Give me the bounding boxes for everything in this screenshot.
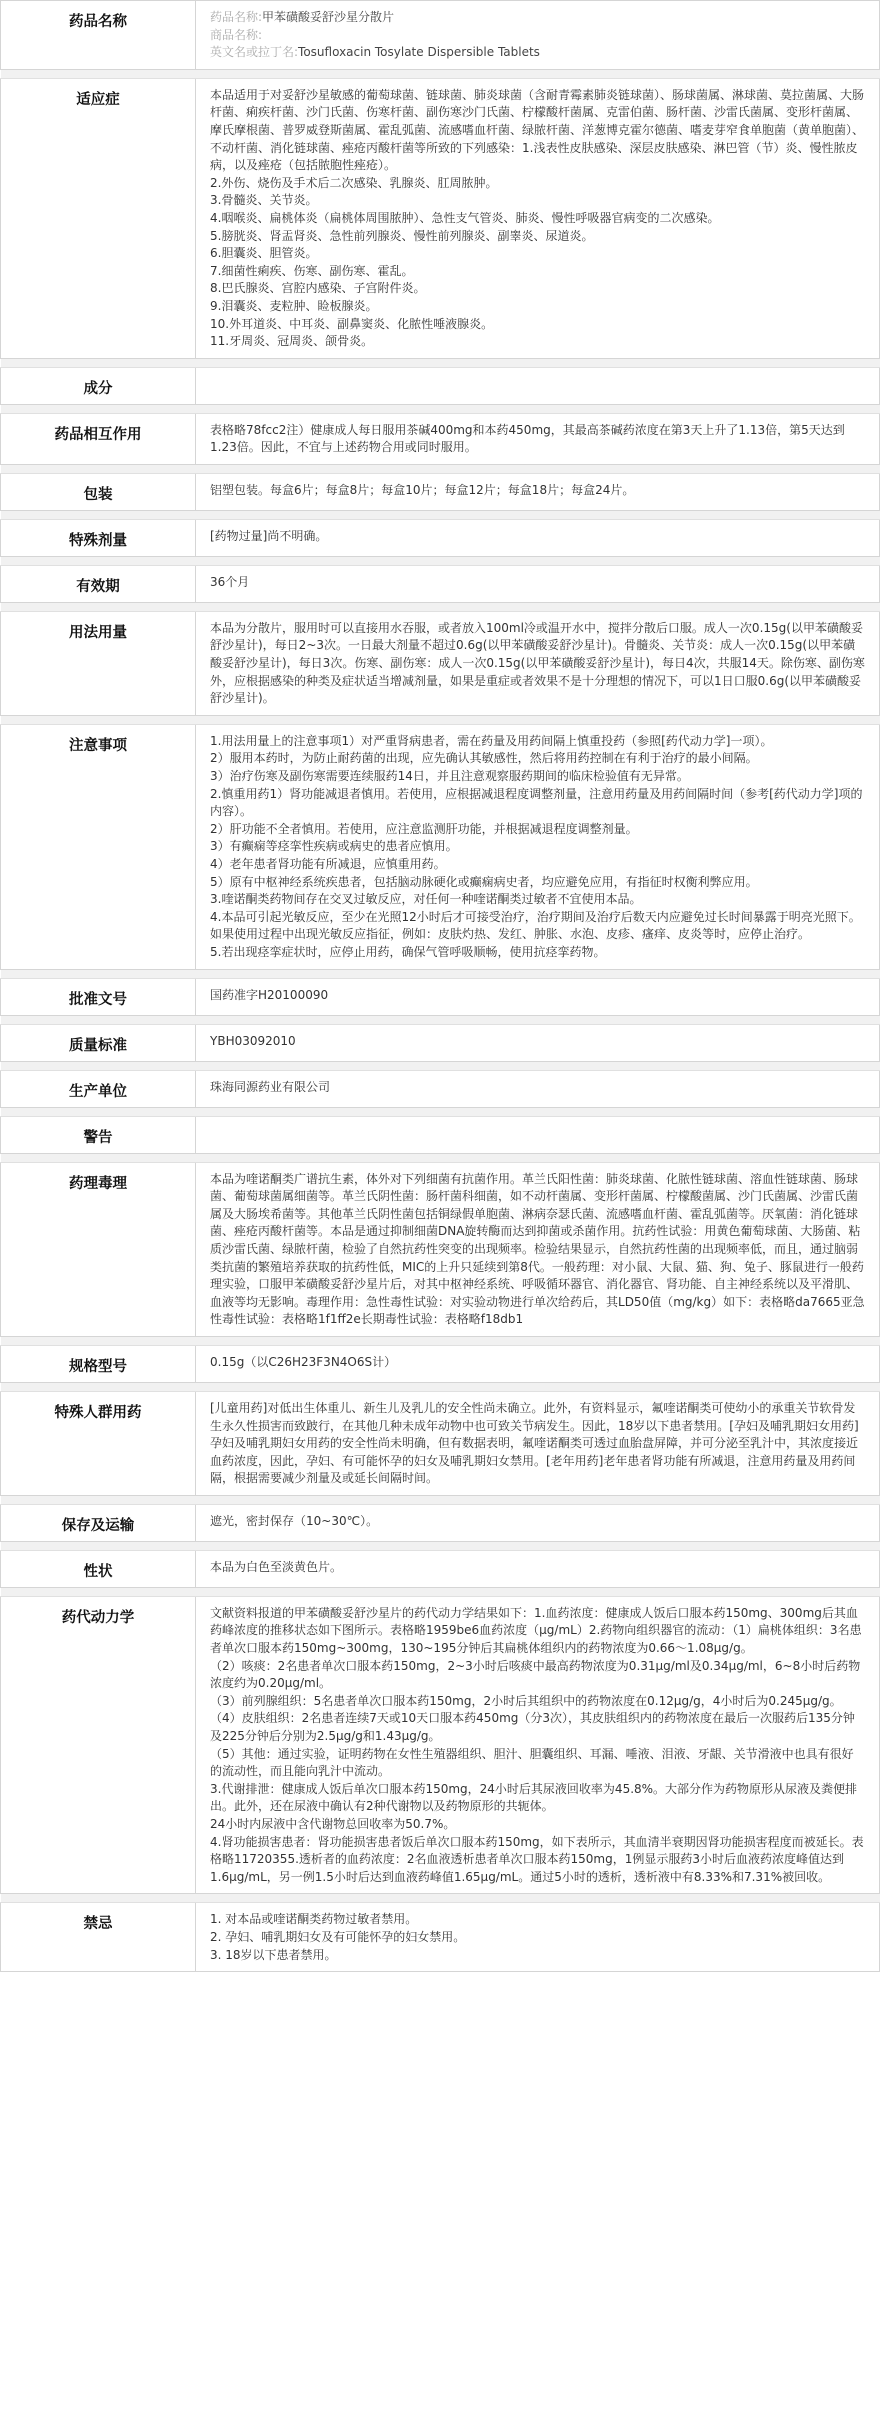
content-line: （4）皮肤组织：2名患者连续7天或10天口服本药450mg（分3次），其皮肤组织内的药物浓度在最后一次服药后135分钟及225分钟后分别为2.5μg/g和1.43μg/g。 <box>210 1711 855 1744</box>
content-line: 4.咽喉炎、扁桃体炎（扁桃体周围脓肿）、急性支气管炎、肺炎、慢性呼吸器官病变的二次感染。 <box>210 210 720 225</box>
section-divider-cell <box>1 556 880 565</box>
row-precautions <box>1 724 880 969</box>
row-label: 有效期 <box>1 565 196 602</box>
content-line: 3）有癫痫等痉挛性疾病或病史的患者应慎用。 <box>210 839 458 854</box>
section-divider-cell <box>1 1107 880 1116</box>
field-key: 英文名或拉丁名: <box>210 45 299 60</box>
row-label: 禁忌 <box>1 1903 196 1972</box>
section-divider-cell <box>1 510 880 519</box>
row-content <box>196 413 880 464</box>
section-divider-cell <box>1 1894 880 1903</box>
content-line: 4.肾功能损害患者：肾功能损害患者饭后单次口服本药150mg，如下表所示，其血清半衰期因肾功能损害程度而被延长。表格略11720355.透析者的血药浓度：2名血液透析患者单次口服本药150mg，1例显示服药3小时后血液药浓度峰值达到1.6μg/mL，另一例1.5小时后达到血液药峰值1.65μg/mL。通过5小时的透析，透析液中有8.33%和7.31%被回收。 <box>210 1834 864 1884</box>
row-content <box>196 1070 880 1107</box>
row-drug-name <box>1 1 880 70</box>
row-manufacturer <box>1 1070 880 1107</box>
row-content <box>196 1504 880 1541</box>
content-line: 5.膀胱炎、肾盂肾炎、急性前列腺炎、慢性前列腺炎、副睾炎、尿道炎。 <box>210 228 594 243</box>
content-line: 36个月 <box>210 574 250 589</box>
content-line: 本品为分散片，服用时可以直接用水吞服，或者放入100ml冷或温开水中，搅拌分散后口服。成人一次0.15g(以甲苯磺酸妥舒沙星计)，每日2~3次。一日最大剂量不超过0.6g(以甲苯磺酸妥舒沙星计)。骨髓炎、关节炎：成人一次0.15g(以甲苯磺酸妥舒沙星计)，每日3次。伤寒、副伤寒：成人一次0.15g(以甲苯磺酸妥舒沙星计)，每日4次，共服14天。除伤寒、副伤寒外，应根据感染的种类及症状适当增减剂量，如果是重症或者效果不是十分理想的情况下，可以1日口服0.6g(以甲苯磺酸妥舒沙星计)。 <box>210 620 865 706</box>
row-label: 保存及运输 <box>1 1504 196 1541</box>
content-line: 4）老年患者肾功能有所减退，应慎重用药。 <box>210 857 446 871</box>
row-appearance <box>1 1550 880 1587</box>
field-key: 商品名称: <box>210 27 263 42</box>
section-divider <box>1 464 880 473</box>
content-line: 铝塑包装。每盒6片；每盒8片；每盒10片；每盒12片；每盒18片；每盒24片。 <box>210 482 635 497</box>
row-content <box>196 1596 880 1894</box>
section-divider <box>1 404 880 413</box>
row-content <box>196 611 880 715</box>
row-overdose <box>1 519 880 556</box>
row-content <box>196 978 880 1015</box>
content-line: 2. 孕妇、哺乳期妇女及有可能怀孕的妇女禁用。 <box>210 1929 466 1944</box>
section-divider-cell <box>1 1015 880 1024</box>
row-pharmacokinetics <box>1 1596 880 1894</box>
row-content <box>196 473 880 510</box>
content-line: 5.若出现痉挛症状时，应停止用药，确保气管呼吸顺畅，使用抗痉挛药物。 <box>210 944 606 959</box>
content-line: 9.泪囊炎、麦粒肿、睑板腺炎。 <box>210 298 378 313</box>
row-content <box>196 1116 880 1153</box>
section-divider <box>1 358 880 367</box>
row-label: 特殊人群用药 <box>1 1391 196 1495</box>
content-line: 0.15g（以C26H23F3N4O6S计） <box>210 1354 397 1369</box>
section-divider <box>1 1061 880 1070</box>
section-divider-cell <box>1 969 880 978</box>
section-divider-cell <box>1 1541 880 1550</box>
row-label: 药代动力学 <box>1 1596 196 1894</box>
row-content <box>196 1345 880 1382</box>
content-line: 2）服用本药时，为防止耐药菌的出现，应先确认其敏感性，然后将用药控制在有利于治疗的最小间隔。 <box>210 751 758 766</box>
row-label: 特殊剂量 <box>1 519 196 556</box>
row-content <box>196 1391 880 1495</box>
content-line: 4.本品可引起光敏反应，至少在光照12小时后才可接受治疗，治疗期间及治疗后数天内应避免过长时间暴露于明亮光照下。如果使用过程中出现光敏反应指征，例如：皮肤灼热、发红、肿胀、水泡、皮疹、瘙痒、皮炎等时，应停止治疗。 <box>210 909 861 942</box>
row-content <box>196 78 880 358</box>
row-label: 药品相互作用 <box>1 413 196 464</box>
row-interactions <box>1 413 880 464</box>
content-line: 7.细菌性痢疾、伤寒、副伤寒、霍乱。 <box>210 263 414 278</box>
row-indications <box>1 78 880 358</box>
row-content <box>196 1024 880 1061</box>
content-line: 3）治疗伤寒及副伤寒需要连续服药14日，并且注意观察服药期间的临床检验值有无异常。 <box>210 769 689 784</box>
section-divider-cell <box>1 404 880 413</box>
content-line: （2）咳痰：2名患者单次口服本药150mg，2~3小时后咳痰中最高药物浓度为0.31μg/ml及0.34μg/ml，6~8小时后药物浓度约为0.20μg/ml。 <box>210 1658 861 1691</box>
row-content <box>196 367 880 404</box>
english-name: Tosufloxacin Tosylate Dispersible Tablets <box>298 45 540 60</box>
section-divider-cell <box>1 1153 880 1162</box>
row-content <box>196 519 880 556</box>
section-divider-cell <box>1 69 880 78</box>
section-divider-cell <box>1 1587 880 1596</box>
row-label: 批准文号 <box>1 978 196 1015</box>
section-divider <box>1 1015 880 1024</box>
content-line: 国药准字H20100090 <box>210 987 329 1002</box>
section-divider <box>1 1587 880 1596</box>
row-label: 警告 <box>1 1116 196 1153</box>
generic-name: 甲苯磺酸妥舒沙星分散片 <box>262 10 395 24</box>
row-special_population <box>1 1391 880 1495</box>
row-packaging <box>1 473 880 510</box>
row-label: 药品名称 <box>1 1 196 70</box>
row-label: 生产单位 <box>1 1070 196 1107</box>
content-line: 3. 18岁以下患者禁用。 <box>210 1947 337 1962</box>
section-divider <box>1 1382 880 1391</box>
content-line: [药物过量]尚不明确。 <box>210 528 328 543</box>
content-line: 表格略78fcc2注）健康成人每日服用茶碱400mg和本药450mg，其最高茶碱药浓度在第3天上升了1.13倍，第5天达到1.23倍。因此，不宜与上述药物合用或同时服用。 <box>210 422 845 455</box>
section-divider <box>1 602 880 611</box>
section-divider-cell <box>1 1061 880 1070</box>
content-line: 10.外耳道炎、中耳炎、副鼻窦炎、化脓性唾液腺炎。 <box>210 316 494 331</box>
row-pharmacology <box>1 1162 880 1336</box>
row-content <box>196 1162 880 1336</box>
row-label: 性状 <box>1 1550 196 1587</box>
content-line: 珠海同源药业有限公司 <box>210 1079 331 1094</box>
section-divider <box>1 1107 880 1116</box>
row-content <box>196 1 880 70</box>
section-divider <box>1 1336 880 1345</box>
section-divider-cell <box>1 602 880 611</box>
content-line: 2）肝功能不全者慎用。若使用，应注意监测肝功能，并根据减退程度调整剂量。 <box>210 821 638 836</box>
section-divider <box>1 1153 880 1162</box>
row-label: 质量标准 <box>1 1024 196 1061</box>
row-validity <box>1 565 880 602</box>
content-line: 5）原有中枢神经系统疾患者，包括脑动脉硬化或癫痫病史者，均应避免应用，有指征时权衡利弊应用。 <box>210 874 758 889</box>
section-divider-cell <box>1 464 880 473</box>
row-label: 规格型号 <box>1 1345 196 1382</box>
content-line: [儿童用药]对低出生体重儿、新生儿及乳儿的安全性尚未确立。此外，有资料显示，氟喹诺酮类可使幼小的承重关节软骨发生永久性损害而致跛行，在其他几种未成年动物中也可致关节病发生。因此，18岁以下患者禁用。[孕妇及哺乳期妇女用药]孕妇及哺乳期妇女用药的安全性尚未明确，但有数据表明，氟喹诺酮类可透过血胎盘屏障，并可分泌至乳汁中，其浓度接近血药浓度，因此，孕妇、有可能怀孕的妇女及哺乳期妇女禁用。[老年用药]老年患者肾功能有所减退，注意用药量及用药间隔，根据需要减少剂量及或延长间隔时间。 <box>210 1400 859 1486</box>
content-line: 11.牙周炎、冠周炎、颌骨炎。 <box>210 334 374 349</box>
row-content <box>196 1903 880 1972</box>
row-warning <box>1 1116 880 1153</box>
content-line: 本品适用于对妥舒沙星敏感的葡萄球菌、链球菌、肺炎球菌（含耐青霉素肺炎链球菌）、肠球菌属、淋球菌、莫拉菌属、大肠杆菌、痢疾杆菌、沙门氏菌、伤寒杆菌、副伤寒沙门氏菌、柠檬酸杆菌属、克雷伯菌、肠杆菌、沙雷氏菌属、变形杆菌属、摩氏摩根菌、普罗威登斯菌属、霍乱弧菌、流感嗜血杆菌、绿脓杆菌、洋葱博克霍尔德菌、嗜麦芽窄食单胞菌（黄单胞菌）、不动杆菌、消化链球菌、痤疮丙酸杆菌等所致的下列感染：1.浅表性皮肤感染、深层皮肤感染、淋巴管（节）炎、慢性脓皮病，以及痤疮（包括脓胞性痤疮）。 <box>210 87 865 173</box>
field-key: 药品名称: <box>210 10 263 24</box>
section-divider <box>1 1894 880 1903</box>
row-content <box>196 724 880 969</box>
row-ingredients <box>1 367 880 404</box>
content-line: 2.慎重用药1）肾功能减退者慎用。若使用，应根据减退程度调整剂量，注意用药量及用药间隔时间（参考[药代动力学]项的内容）。 <box>210 786 863 819</box>
name-line-trade <box>210 27 865 45</box>
section-divider <box>1 510 880 519</box>
content-line: （5）其他：通过实验，证明药物在女性生殖器组织、胆汁、胆囊组织、耳漏、唾液、泪液、牙龈、关节滑液中也具有很好的流动性，而且能向乳汁中流动。 <box>210 1746 854 1779</box>
section-divider <box>1 1541 880 1550</box>
section-divider <box>1 969 880 978</box>
section-divider <box>1 1495 880 1504</box>
row-dosage <box>1 611 880 715</box>
row-content <box>196 1550 880 1587</box>
content-line: 本品为喹诺酮类广谱抗生素，体外对下列细菌有抗菌作用。革兰氏阳性菌：肺炎球菌、化脓性链球菌、溶血性链球菌、肠球菌、葡萄球菌属细菌等。革兰氏阴性菌：肠杆菌科细菌，如不动杆菌属、变形杆菌属、柠檬酸菌属、沙门氏菌属、沙雷氏菌属及大肠埃希菌等。其他革兰氏阴性菌包括铜绿假单胞菌、淋病奈瑟氏菌、流感嗜血杆菌、霍乱弧菌等。厌氧菌：消化链球菌、痤疮丙酸杆菌等。本品是通过抑制细菌DNA旋转酶而达到抑菌或杀菌作用。抗药性试验：用黄色葡萄球菌、大肠菌、粘质沙雷氏菌、绿脓杆菌，检验了自然抗药性突变的出现频率。检验结果显示，自然抗药性菌的出现频率低，而且，通过脑弱类抗菌的繁殖培养获取的抗药性低，MIC的上升只延续到第8代。一般药理：对小鼠、大鼠、猫、狗、兔子、豚鼠进行一般药理实验，口服甲苯磺酸妥舒沙星片后，对其中枢神经系统、呼吸循环器官、消化器官、肾功能、自主神经系统以及平滑肌、血液等均无影响。毒理作用：急性毒性试验：对实验动物进行单次给药后，其LD50值（mg/kg）如下：表格略da7665亚急性毒性试验：表格略1f1ff2e长期毒性试验：表格略f18db1 <box>210 1171 865 1327</box>
row-label: 用法用量 <box>1 611 196 715</box>
content-line: 6.胆囊炎、胆管炎。 <box>210 246 318 261</box>
content-line: YBH03092010 <box>210 1033 296 1048</box>
content-line: （3）前列腺组织：5名患者单次口服本药150mg，2小时后其组织中的药物浓度在0.12μg/g，4小时后为0.245μg/g。 <box>210 1693 842 1708</box>
row-label: 注意事项 <box>1 724 196 969</box>
content-line: 2.外伤、烧伤及手术后二次感染、乳腺炎、肛周脓肿。 <box>210 175 498 190</box>
content-line: 本品为白色至淡黄色片。 <box>210 1559 343 1574</box>
content-line: 24小时内尿液中含代谢物总回收率为50.7%。 <box>210 1817 456 1831</box>
row-specification <box>1 1345 880 1382</box>
section-divider <box>1 556 880 565</box>
content-line: 1. 对本品或喹诺酮类药物过敏者禁用。 <box>210 1912 418 1927</box>
row-approval <box>1 978 880 1015</box>
section-divider-cell <box>1 715 880 724</box>
content-line: 3.代谢排泄：健康成人饭后单次口服本药150mg，24小时后其尿液回收率为45.8%。大部分作为药物原形从尿液及粪便排出。此外，还在尿液中确认有2种代谢物以及药物原形的共轭体。 <box>210 1781 858 1814</box>
content-line: 3.骨髓炎、关节炎。 <box>210 193 318 208</box>
name-line-english <box>210 44 865 62</box>
content-line: 文献资料报道的甲苯磺酸妥舒沙星片的药代动力学结果如下：1.血药浓度：健康成人饭后口服本药150mg、300mg后其血药峰浓度的推移状态如下图所示。表格略1959be6血药浓度（μg/mL）2.药物向组织器官的流动：（1）扁桃体组织：3名患者单次口服本药150mg~300mg，130~195分钟后其扁桃体组织内的药物浓度为0.66～1.08μg/g。 <box>210 1605 862 1656</box>
row-contraindications <box>1 1903 880 1972</box>
section-divider-cell <box>1 1495 880 1504</box>
row-label: 药理毒理 <box>1 1162 196 1336</box>
row-storage <box>1 1504 880 1541</box>
row-content <box>196 565 880 602</box>
section-divider-cell <box>1 1382 880 1391</box>
section-divider <box>1 69 880 78</box>
section-divider-cell <box>1 1336 880 1345</box>
row-label: 适应症 <box>1 78 196 358</box>
content-line: 1.用法用量上的注意事项1）对严重肾病患者，需在药量及用药间隔上慎重投药（参照[药代动力学]一项）。 <box>210 733 773 748</box>
content-line: 8.巴氏腺炎、宫腔内感染、子宫附件炎。 <box>210 281 426 296</box>
content-line: 遮光，密封保存（10~30℃）。 <box>210 1513 379 1528</box>
row-standard <box>1 1024 880 1061</box>
name-line-generic <box>210 9 865 27</box>
row-label: 包装 <box>1 473 196 510</box>
row-label: 成分 <box>1 367 196 404</box>
content-line: 3.喹诺酮类药物间存在交叉过敏反应，对任何一种喹诺酮类过敏者不宜使用本品。 <box>210 892 642 907</box>
section-divider-cell <box>1 358 880 367</box>
section-divider <box>1 715 880 724</box>
